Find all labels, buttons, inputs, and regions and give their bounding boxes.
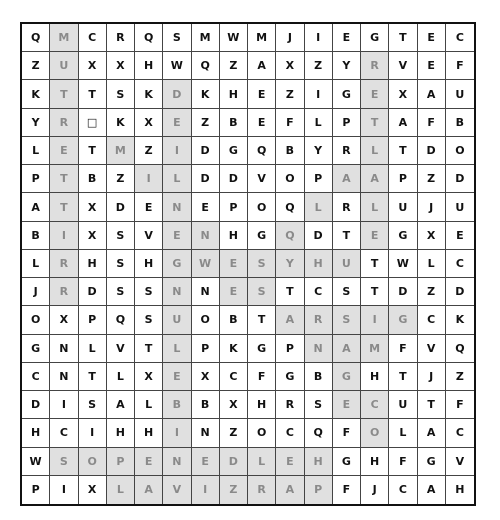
letter-cell[interactable]: O: [248, 419, 276, 447]
letter-cell[interactable]: R: [333, 137, 361, 165]
letter-cell[interactable]: V: [163, 476, 191, 504]
letter-cell[interactable]: T: [333, 222, 361, 250]
letter-cell[interactable]: R: [305, 306, 333, 334]
letter-cell[interactable]: I: [50, 222, 78, 250]
letter-cell[interactable]: X: [276, 52, 304, 80]
letter-cell[interactable]: M: [192, 24, 220, 52]
letter-cell[interactable]: L: [163, 335, 191, 363]
letter-cell[interactable]: O: [22, 306, 50, 334]
letter-cell[interactable]: O: [79, 448, 107, 476]
letter-cell[interactable]: R: [50, 109, 78, 137]
letter-cell[interactable]: M: [248, 24, 276, 52]
letter-cell[interactable]: T: [418, 391, 446, 419]
letter-cell[interactable]: T: [248, 306, 276, 334]
letter-cell[interactable]: C: [361, 391, 389, 419]
letter-cell[interactable]: P: [79, 306, 107, 334]
letter-cell[interactable]: S: [79, 391, 107, 419]
letter-cell[interactable]: H: [79, 250, 107, 278]
letter-cell[interactable]: Q: [192, 52, 220, 80]
letter-cell[interactable]: S: [248, 250, 276, 278]
letter-cell[interactable]: K: [107, 109, 135, 137]
letter-cell[interactable]: N: [50, 363, 78, 391]
letter-cell[interactable]: B: [305, 363, 333, 391]
letter-cell[interactable]: Y: [305, 137, 333, 165]
letter-cell[interactable]: Z: [418, 165, 446, 193]
letter-cell[interactable]: E: [135, 193, 163, 221]
letter-cell[interactable]: N: [192, 222, 220, 250]
letter-cell[interactable]: I: [79, 419, 107, 447]
letter-cell[interactable]: P: [192, 335, 220, 363]
letter-cell[interactable]: K: [446, 306, 474, 334]
letter-cell[interactable]: E: [248, 109, 276, 137]
letter-cell[interactable]: X: [79, 222, 107, 250]
letter-cell[interactable]: L: [79, 335, 107, 363]
letter-cell[interactable]: H: [135, 419, 163, 447]
letter-cell[interactable]: T: [50, 165, 78, 193]
letter-cell[interactable]: D: [305, 222, 333, 250]
letter-cell[interactable]: Y: [333, 52, 361, 80]
letter-cell[interactable]: T: [79, 363, 107, 391]
letter-cell[interactable]: C: [305, 278, 333, 306]
letter-cell[interactable]: Q: [248, 137, 276, 165]
letter-cell[interactable]: X: [192, 363, 220, 391]
letter-cell[interactable]: X: [79, 52, 107, 80]
letter-cell[interactable]: T: [79, 137, 107, 165]
letter-cell[interactable]: R: [50, 278, 78, 306]
letter-cell[interactable]: P: [276, 335, 304, 363]
letter-cell[interactable]: A: [389, 109, 417, 137]
letter-cell[interactable]: D: [22, 391, 50, 419]
letter-cell[interactable]: Z: [305, 52, 333, 80]
letter-cell[interactable]: I: [50, 391, 78, 419]
letter-cell[interactable]: H: [107, 419, 135, 447]
letter-cell[interactable]: X: [220, 391, 248, 419]
letter-cell[interactable]: W: [163, 52, 191, 80]
letter-cell[interactable]: K: [22, 80, 50, 108]
letter-cell[interactable]: Z: [107, 165, 135, 193]
letter-cell[interactable]: C: [276, 419, 304, 447]
letter-cell[interactable]: D: [446, 278, 474, 306]
letter-cell[interactable]: Z: [418, 278, 446, 306]
letter-cell[interactable]: G: [389, 222, 417, 250]
letter-cell[interactable]: E: [192, 448, 220, 476]
letter-cell[interactable]: V: [135, 222, 163, 250]
letter-cell[interactable]: E: [163, 363, 191, 391]
letter-cell[interactable]: I: [50, 476, 78, 504]
letter-cell[interactable]: I: [305, 80, 333, 108]
letter-cell[interactable]: X: [389, 80, 417, 108]
letter-cell[interactable]: D: [79, 278, 107, 306]
letter-cell[interactable]: M: [361, 335, 389, 363]
letter-cell[interactable]: C: [79, 24, 107, 52]
letter-cell[interactable]: F: [389, 448, 417, 476]
letter-cell[interactable]: Q: [446, 335, 474, 363]
letter-cell[interactable]: Z: [135, 137, 163, 165]
letter-cell[interactable]: J: [276, 24, 304, 52]
letter-cell[interactable]: N: [163, 193, 191, 221]
letter-cell[interactable]: Z: [220, 419, 248, 447]
letter-cell[interactable]: G: [361, 24, 389, 52]
letter-cell[interactable]: H: [361, 363, 389, 391]
letter-cell[interactable]: E: [276, 448, 304, 476]
letter-cell[interactable]: T: [361, 250, 389, 278]
letter-cell[interactable]: G: [248, 222, 276, 250]
letter-cell[interactable]: H: [455, 483, 465, 497]
letter-cell[interactable]: D: [107, 193, 135, 221]
letter-cell[interactable]: C: [389, 476, 417, 504]
letter-cell[interactable]: T: [389, 137, 417, 165]
letter-cell[interactable]: F: [418, 109, 446, 137]
letter-cell[interactable]: □: [79, 109, 107, 137]
letter-cell[interactable]: D: [192, 165, 220, 193]
letter-cell[interactable]: E: [248, 80, 276, 108]
letter-cell[interactable]: A: [135, 476, 163, 504]
letter-cell[interactable]: S: [333, 306, 361, 334]
letter-cell[interactable]: I: [163, 419, 191, 447]
letter-cell[interactable]: L: [107, 476, 135, 504]
letter-cell[interactable]: E: [418, 24, 446, 52]
letter-cell[interactable]: X: [50, 306, 78, 334]
letter-cell[interactable]: I: [135, 165, 163, 193]
letter-cell[interactable]: H: [361, 448, 389, 476]
letter-cell[interactable]: U: [389, 391, 417, 419]
letter-cell[interactable]: X: [135, 363, 163, 391]
letter-cell[interactable]: P: [220, 193, 248, 221]
letter-cell[interactable]: G: [389, 306, 417, 334]
letter-cell[interactable]: X: [135, 109, 163, 137]
letter-cell[interactable]: V: [107, 335, 135, 363]
letter-cell[interactable]: M: [107, 137, 135, 165]
letter-cell[interactable]: H: [220, 222, 248, 250]
letter-cell[interactable]: D: [163, 80, 191, 108]
letter-cell[interactable]: C: [446, 250, 474, 278]
letter-cell[interactable]: U: [389, 193, 417, 221]
letter-cell[interactable]: W: [192, 250, 220, 278]
letter-cell[interactable]: E: [192, 193, 220, 221]
letter-cell[interactable]: F: [333, 419, 361, 447]
letter-cell[interactable]: R: [361, 52, 389, 80]
letter-cell[interactable]: Z: [22, 52, 50, 80]
letter-cell[interactable]: O: [248, 193, 276, 221]
letter-cell[interactable]: T: [135, 335, 163, 363]
letter-cell[interactable]: Q: [22, 24, 50, 52]
letter-cell[interactable]: A: [276, 476, 304, 504]
letter-cell[interactable]: L: [361, 137, 389, 165]
letter-cell[interactable]: U: [446, 193, 474, 221]
letter-cell[interactable]: R: [107, 24, 135, 52]
letter-cell[interactable]: L: [107, 363, 135, 391]
letter-cell[interactable]: G: [333, 448, 361, 476]
letter-cell[interactable]: I: [305, 24, 333, 52]
letter-cell[interactable]: Z: [276, 80, 304, 108]
letter-cell[interactable]: X: [418, 222, 446, 250]
letter-cell[interactable]: Q: [276, 193, 304, 221]
letter-cell[interactable]: E: [418, 52, 446, 80]
letter-cell[interactable]: F: [248, 363, 276, 391]
letter-cell[interactable]: L: [163, 165, 191, 193]
letter-cell[interactable]: S: [163, 24, 191, 52]
letter-cell[interactable]: A: [333, 335, 361, 363]
letter-cell[interactable]: P: [22, 165, 50, 193]
letter-cell[interactable]: N: [192, 419, 220, 447]
letter-cell[interactable]: C: [22, 363, 50, 391]
letter-cell[interactable]: K: [135, 80, 163, 108]
letter-cell[interactable]: C: [50, 419, 78, 447]
letter-cell[interactable]: F: [333, 476, 361, 504]
letter-cell[interactable]: E: [333, 24, 361, 52]
letter-cell[interactable]: S: [107, 222, 135, 250]
letter-cell[interactable]: E: [220, 278, 248, 306]
letter-cell[interactable]: F: [446, 52, 474, 80]
letter-cell[interactable]: K: [192, 80, 220, 108]
letter-cell[interactable]: A: [333, 165, 361, 193]
letter-cell[interactable]: V: [389, 52, 417, 80]
letter-cell[interactable]: D: [220, 448, 248, 476]
letter-cell[interactable]: N: [50, 335, 78, 363]
letter-cell[interactable]: D: [389, 278, 417, 306]
letter-cell[interactable]: B: [446, 109, 474, 137]
letter-cell[interactable]: I: [192, 476, 220, 504]
letter-cell[interactable]: E: [333, 391, 361, 419]
letter-cell[interactable]: D: [446, 165, 474, 193]
letter-cell[interactable]: Q: [107, 306, 135, 334]
letter-cell[interactable]: S: [333, 278, 361, 306]
letter-cell[interactable]: D: [192, 137, 220, 165]
letter-cell[interactable]: P: [333, 109, 361, 137]
letter-cell[interactable]: E: [163, 222, 191, 250]
letter-cell[interactable]: N: [192, 278, 220, 306]
letter-cell[interactable]: Z: [220, 476, 248, 504]
word-search-grid: [20, 22, 476, 506]
letter-cell[interactable]: Y: [22, 109, 50, 137]
letter-cell[interactable]: A: [361, 165, 389, 193]
letter-cell[interactable]: O: [446, 137, 474, 165]
letter-cell[interactable]: A: [22, 193, 50, 221]
letter-cell[interactable]: J: [418, 193, 446, 221]
letter-cell[interactable]: P: [305, 165, 333, 193]
letter-cell[interactable]: J: [418, 363, 446, 391]
letter-cell[interactable]: H: [135, 250, 163, 278]
letter-cell[interactable]: C: [446, 24, 474, 52]
letter-cell[interactable]: A: [418, 419, 446, 447]
letter-cell[interactable]: B: [276, 137, 304, 165]
letter-cell[interactable]: S: [135, 278, 163, 306]
letter-cell[interactable]: Z: [220, 52, 248, 80]
letter-cell[interactable]: A: [248, 52, 276, 80]
letter-cell[interactable]: P: [22, 476, 50, 504]
letter-cell[interactable]: N: [305, 335, 333, 363]
letter-cell[interactable]: J: [361, 476, 389, 504]
letter-cell[interactable]: S: [305, 391, 333, 419]
letter-cell[interactable]: V: [446, 448, 474, 476]
letter-cell[interactable]: E: [361, 80, 389, 108]
letter-cell[interactable]: W: [22, 448, 50, 476]
letter-cell[interactable]: T: [361, 109, 389, 137]
letter-cell[interactable]: S: [107, 250, 135, 278]
letter-cell[interactable]: V: [248, 165, 276, 193]
letter-cell[interactable]: L: [305, 193, 333, 221]
letter-cell[interactable]: R: [248, 476, 276, 504]
letter-cell[interactable]: U: [50, 52, 78, 80]
letter-cell[interactable]: B: [220, 109, 248, 137]
letter-cell[interactable]: F: [276, 109, 304, 137]
letter-cell[interactable]: U: [446, 80, 474, 108]
letter-cell[interactable]: E: [163, 109, 191, 137]
letter-cell[interactable]: P: [389, 165, 417, 193]
letter-cell[interactable]: G: [22, 335, 50, 363]
letter-cell[interactable]: J: [22, 278, 50, 306]
letter-cell[interactable]: Y: [276, 250, 304, 278]
letter-cell[interactable]: S: [50, 448, 78, 476]
letter-cell[interactable]: A: [418, 476, 446, 504]
letter-cell[interactable]: U: [333, 250, 361, 278]
letter-cell[interactable]: M: [50, 24, 78, 52]
letter-cell[interactable]: X: [107, 52, 135, 80]
letter-cell[interactable]: L: [418, 250, 446, 278]
letter-cell[interactable]: S: [107, 80, 135, 108]
letter-cell[interactable]: Q: [135, 24, 163, 52]
letter-cell[interactable]: H: [220, 80, 248, 108]
letter-cell[interactable]: L: [248, 448, 276, 476]
letter-cell[interactable]: N: [163, 278, 191, 306]
letter-cell[interactable]: E: [361, 222, 389, 250]
letter-cell[interactable]: W: [220, 24, 248, 52]
letter-cell[interactable]: T: [50, 193, 78, 221]
letter-cell[interactable]: L: [389, 419, 417, 447]
letter-cell[interactable]: Q: [276, 222, 304, 250]
letter-cell[interactable]: C: [220, 363, 248, 391]
letter-cell[interactable]: A: [276, 306, 304, 334]
letter-cell[interactable]: X: [79, 193, 107, 221]
letter-cell[interactable]: N: [163, 448, 191, 476]
letter-cell[interactable]: L: [305, 109, 333, 137]
letter-cell[interactable]: F: [389, 335, 417, 363]
letter-cell[interactable]: W: [389, 250, 417, 278]
letter-cell[interactable]: X: [79, 476, 107, 504]
letter-cell[interactable]: H: [22, 419, 50, 447]
letter-cell[interactable]: G: [248, 335, 276, 363]
letter-cell[interactable]: T: [276, 278, 304, 306]
letter-cell[interactable]: B: [163, 391, 191, 419]
letter-cell[interactable]: O: [361, 419, 389, 447]
letter-cell[interactable]: R: [333, 193, 361, 221]
letter-cell[interactable]: H: [305, 448, 333, 476]
letter-cell[interactable]: L: [22, 250, 50, 278]
letter-cell[interactable]: E: [446, 222, 474, 250]
letter-cell[interactable]: T: [389, 24, 417, 52]
letter-cell[interactable]: V: [418, 335, 446, 363]
letter-cell[interactable]: E: [135, 448, 163, 476]
letter-cell[interactable]: F: [446, 391, 474, 419]
letter-cell[interactable]: Z: [446, 363, 474, 391]
letter-cell[interactable]: E: [220, 250, 248, 278]
letter-cell[interactable]: O: [192, 306, 220, 334]
letter-cell[interactable]: K: [220, 335, 248, 363]
letter-cell[interactable]: A: [107, 391, 135, 419]
letter-cell[interactable]: H: [248, 391, 276, 419]
letter-cell[interactable]: L: [361, 193, 389, 221]
letter-cell[interactable]: B: [220, 306, 248, 334]
letter-cell[interactable]: E: [50, 137, 78, 165]
letter-cell[interactable]: T: [361, 278, 389, 306]
letter-cell[interactable]: G: [333, 80, 361, 108]
letter-cell[interactable]: Q: [305, 419, 333, 447]
letter-cell[interactable]: P: [305, 476, 333, 504]
letter-cell[interactable]: L: [135, 391, 163, 419]
letter-cell[interactable]: T: [50, 80, 78, 108]
letter-cell[interactable]: G: [418, 448, 446, 476]
letter-cell[interactable]: C: [446, 419, 474, 447]
letter-cell[interactable]: S: [248, 278, 276, 306]
letter-cell[interactable]: T: [389, 363, 417, 391]
letter-cell[interactable]: S: [135, 306, 163, 334]
letter-cell[interactable]: P: [107, 448, 135, 476]
letter-cell[interactable]: U: [163, 306, 191, 334]
letter-cell[interactable]: A: [418, 80, 446, 108]
letter-cell[interactable]: G: [163, 250, 191, 278]
letter-cell[interactable]: G: [276, 363, 304, 391]
letter-cell[interactable]: H: [305, 250, 333, 278]
letter-cell[interactable]: D: [220, 165, 248, 193]
letter-cell[interactable]: D: [418, 137, 446, 165]
letter-cell[interactable]: G: [333, 363, 361, 391]
letter-cell[interactable]: S: [107, 278, 135, 306]
letter-cell[interactable]: O: [276, 165, 304, 193]
letter-cell[interactable]: R: [50, 250, 78, 278]
letter-cell[interactable]: H: [135, 52, 163, 80]
letter-cell[interactable]: L: [22, 137, 50, 165]
letter-cell[interactable]: I: [361, 306, 389, 334]
letter-cell[interactable]: B: [192, 391, 220, 419]
letter-cell[interactable]: I: [163, 137, 191, 165]
letter-cell[interactable]: C: [418, 306, 446, 334]
letter-cell[interactable]: B: [22, 222, 50, 250]
letter-cell[interactable]: Z: [192, 109, 220, 137]
letter-cell[interactable]: B: [79, 165, 107, 193]
letter-cell[interactable]: T: [79, 80, 107, 108]
letter-cell[interactable]: R: [276, 391, 304, 419]
letter-cell[interactable]: G: [220, 137, 248, 165]
